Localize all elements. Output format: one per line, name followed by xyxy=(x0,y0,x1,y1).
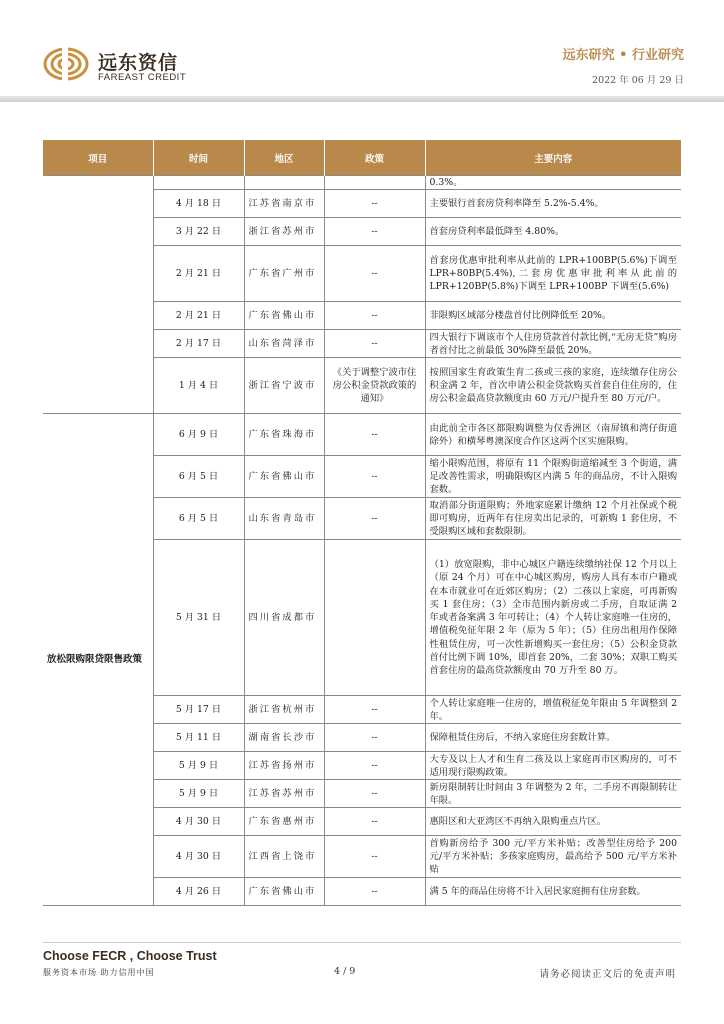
date-cell xyxy=(153,176,244,190)
policy-cell: -- xyxy=(324,498,425,540)
content-cell: 新房限制转让时间由 3 年调整为 2 年，二手房不再限制转让年限。 xyxy=(425,780,681,808)
report-type: 远东研究 • 行业研究 xyxy=(562,48,684,63)
fareast-logo-icon xyxy=(42,44,92,84)
date-cell: 5 月 9 日 xyxy=(153,780,244,808)
date-cell: 2 月 17 日 xyxy=(153,330,244,358)
date-cell: 4 月 30 日 xyxy=(153,808,244,836)
date-cell: 4 月 26 日 xyxy=(153,878,244,906)
footer-slogan: Choose FECR , Choose Trust xyxy=(43,949,217,963)
content-cell: （1）放宽限购，非中心城区户籍连续缴纳社保 12 个月以上（原 24 个月）可在中心城区购房，购房人具有本市户籍或在本市就业可在近郊区购房；（2）二孩以上家庭，可再新购买 1 套住房；（3）全市范围内新房或二手房，自取证满 2 年或者备案满 3 年可转让；（4）个人转让家庭唯一住房的，增值税免征年限 2 年（原为 5 年）；（5）住房出租用作保障性租赁住房，可一次性新增购买一套住房；（5）公积金贷款首付比例下调 10%，即首套 20%，二套 30%；双职工购买首套住房的最高贷款额度由 70 万升至 80 万。 xyxy=(425,540,681,696)
brand-name-en: FAREAST CREDIT xyxy=(98,72,187,83)
region-cell: 广东省佛山市 xyxy=(244,878,324,906)
footer-divider xyxy=(43,942,681,943)
category-cell: 放松限购限贷限售政策 xyxy=(43,414,153,906)
column-header: 政策 xyxy=(324,140,425,176)
brand-name-cn: 远东资信 xyxy=(98,52,179,74)
date-cell: 5 月 9 日 xyxy=(153,752,244,780)
policy-cell: -- xyxy=(324,780,425,808)
content-cell: 个人转让家庭唯一住房的，增值税征免年限由 5 年调整到 2 年。 xyxy=(425,696,681,724)
column-header: 地区 xyxy=(244,140,324,176)
content-cell: 非限购区域部分楼盘首付比例降低至 20%。 xyxy=(425,302,681,330)
column-header: 项目 xyxy=(43,140,153,176)
content-cell: 0.3%。 xyxy=(425,176,681,190)
policy-cell: -- xyxy=(324,836,425,878)
content-cell: 首套房优惠审批利率从此前的 LPR+100BP(5.6%)下调至 LPR+80BP(5.4%),二套房优惠审批利率从此前的 LPR+120BP(5.8%)下调至 LPR+100BP 下调至(5.6%) xyxy=(425,246,681,302)
region-cell: 广东省惠州市 xyxy=(244,808,324,836)
policy-cell: -- xyxy=(324,878,425,906)
policy-cell: -- xyxy=(324,456,425,498)
region-cell: 浙江省杭州市 xyxy=(244,696,324,724)
policy-cell xyxy=(324,176,425,190)
content-cell: 取消部分街道限购；外地家庭累计缴纳 12 个月社保或个税即可购房，近两年有住房卖出记录的，可新购 1 套住房，不受限购区域和套数限制。 xyxy=(425,498,681,540)
date-cell: 6 月 5 日 xyxy=(153,498,244,540)
region-cell: 山东省菏泽市 xyxy=(244,330,324,358)
footer-sub-slogan: 服务资本市场 助力信用中国 xyxy=(43,968,155,977)
policy-cell xyxy=(324,540,425,696)
policy-cell: -- xyxy=(324,724,425,752)
region-cell: 四川省成都市 xyxy=(244,540,324,696)
table-header-row xyxy=(43,140,681,176)
region-cell: 广东省广州市 xyxy=(244,246,324,302)
date-cell: 2 月 21 日 xyxy=(153,302,244,330)
date-cell: 3 月 22 日 xyxy=(153,218,244,246)
policy-cell: -- xyxy=(324,302,425,330)
column-header: 主要内容 xyxy=(425,140,681,176)
date-cell: 6 月 9 日 xyxy=(153,414,244,456)
policy-cell: -- xyxy=(324,752,425,780)
date-cell: 5 月 11 日 xyxy=(153,724,244,752)
region-cell: 江苏省扬州市 xyxy=(244,752,324,780)
page-number: 4 / 9 xyxy=(334,966,356,977)
content-cell: 惠阳区和大亚湾区不再纳入限购重点片区。 xyxy=(425,808,681,836)
region-cell: 山东省青岛市 xyxy=(244,498,324,540)
content-cell: 按照国家生育政策生育二孩或三孩的家庭，连续缴存住房公积金满 2 年，首次申请公积金贷款购买首套自住住房的，住房公积金最高贷款额度由 60 万元/户提升至 80 万元/户。 xyxy=(425,358,681,414)
policy-cell: -- xyxy=(324,330,425,358)
column-header: 时间 xyxy=(153,140,244,176)
disclaimer-note: 请务必阅读正文后的免责声明 xyxy=(539,969,676,980)
region-cell: 广东省佛山市 xyxy=(244,456,324,498)
region-cell: 浙江省宁波市 xyxy=(244,358,324,414)
policy-cell: -- xyxy=(324,246,425,302)
date-cell: 4 月 18 日 xyxy=(153,190,244,218)
category-cell xyxy=(43,176,153,414)
table-row xyxy=(43,176,681,190)
policy-cell: -- xyxy=(324,696,425,724)
region-cell: 湖南省长沙市 xyxy=(244,724,324,752)
region-cell: 浙江省苏州市 xyxy=(244,218,324,246)
table-row xyxy=(43,414,681,456)
date-cell: 4 月 30 日 xyxy=(153,836,244,878)
content-cell: 由此前全市各区都限购调整为仅香洲区（南屏镇和湾仔街道除外）和横琴粤澳深度合作区这两个区实施限购。 xyxy=(425,414,681,456)
date-cell: 1 月 4 日 xyxy=(153,358,244,414)
policy-cell: -- xyxy=(324,190,425,218)
content-cell: 保障租赁住房后，不纳入家庭住房套数计算。 xyxy=(425,724,681,752)
policy-table xyxy=(43,140,681,906)
date-cell: 5 月 17 日 xyxy=(153,696,244,724)
policy-cell: -- xyxy=(324,808,425,836)
policy-cell: -- xyxy=(324,218,425,246)
report-date: 2022 年 06 月 29 日 xyxy=(592,75,684,86)
header-divider xyxy=(0,96,724,102)
region-cell: 广东省珠海市 xyxy=(244,414,324,456)
content-cell: 满 5 年的商品住房将不计入居民家庭拥有住房套数。 xyxy=(425,878,681,906)
region-cell: 江苏省苏州市 xyxy=(244,780,324,808)
date-cell: 5 月 31 日 xyxy=(153,540,244,696)
region-cell: 广东省佛山市 xyxy=(244,302,324,330)
policy-cell: -- xyxy=(324,414,425,456)
content-cell: 四大银行下调该市个人住房贷款首付款比例,“无房无贷”购房者首付比之前最低 30%降至最低 20%。 xyxy=(425,330,681,358)
region-cell xyxy=(244,176,324,190)
page-header xyxy=(0,0,724,100)
content-cell: 首购新房给予 300 元/平方米补贴；改善型住房给予 200 元/平方米补贴；多孩家庭购房，最高给予 500 元/平方米补贴 xyxy=(425,836,681,878)
content-cell: 首套房贷利率最低降至 4.80%。 xyxy=(425,218,681,246)
content-cell: 大专及以上人才和生育二孩及以上家庭再市区购房的，可不适用现行限购政策。 xyxy=(425,752,681,780)
content-cell: 主要银行首套房贷利率降至 5.2%-5.4%。 xyxy=(425,190,681,218)
region-cell: 江西省上饶市 xyxy=(244,836,324,878)
policy-cell: 《关于调整宁波市住房公积金贷款政策的通知》 xyxy=(324,358,425,414)
region-cell: 江苏省南京市 xyxy=(244,190,324,218)
date-cell: 6 月 5 日 xyxy=(153,456,244,498)
date-cell: 2 月 21 日 xyxy=(153,246,244,302)
content-cell: 缩小限购范围，将原有 11 个限购街道缩减至 3 个街道，满足改善性需求，明确限购区内满 5 年的商品房，不计入限购套数。 xyxy=(425,456,681,498)
